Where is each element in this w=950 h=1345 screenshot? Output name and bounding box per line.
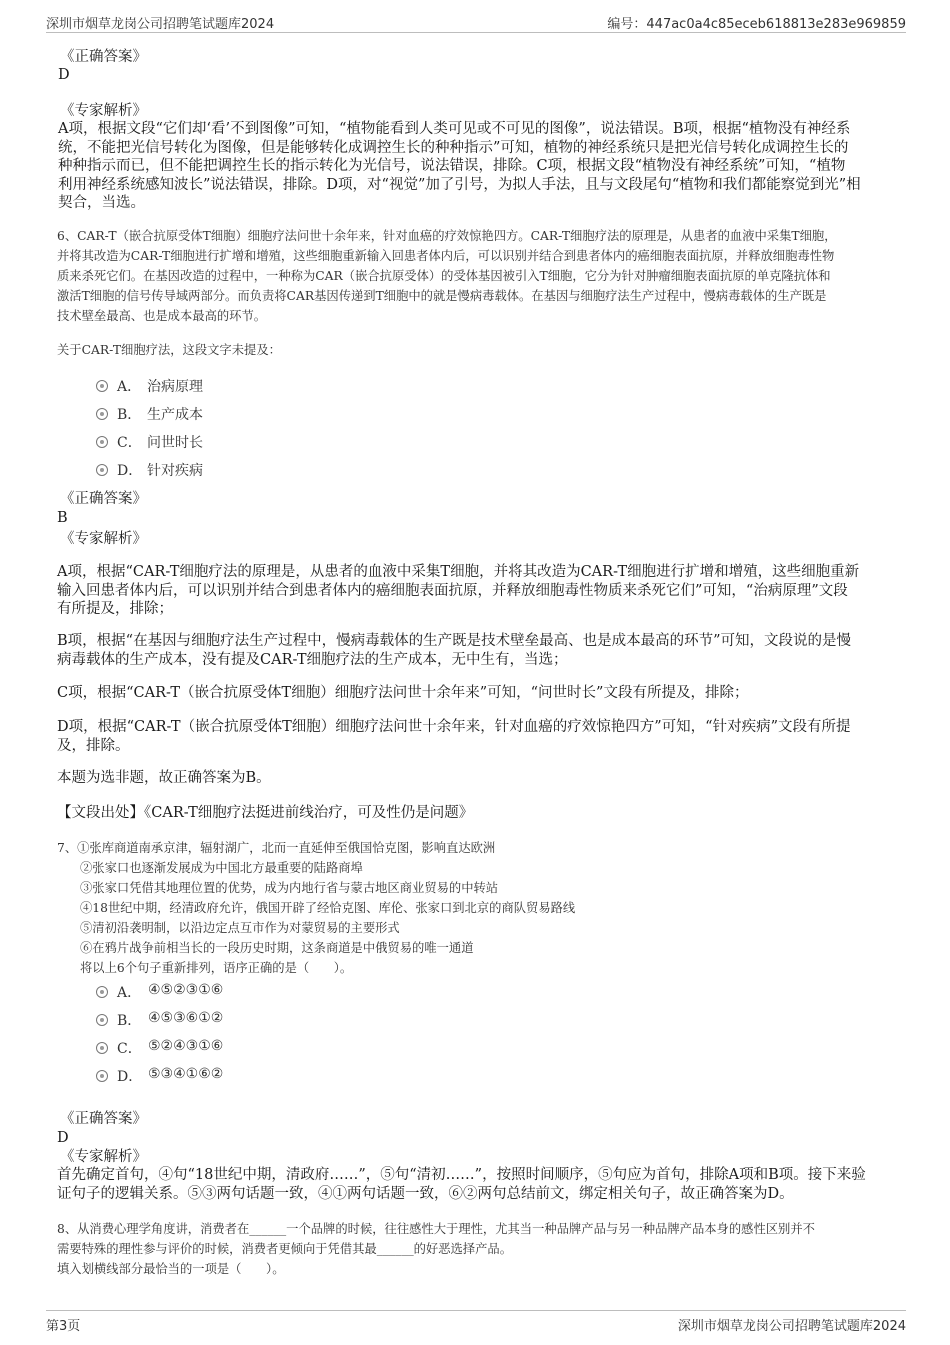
option-letter: B． <box>117 1013 142 1029</box>
q8-stem-line: 8、从消费心理学角度讲，消费者在______一个品牌的时候，往往感性大于理性，尤其当一种品牌产品与另一种品牌产品本身的感性区别并不 <box>57 1222 815 1236</box>
q6-stem-line: 激活T细胞的信号传导域两部分。而负责将CAR基因传递到T细胞中的就是慢病毒载体。在基因与细胞疗法生产过程中，慢病毒载体的生产既是 <box>57 289 827 303</box>
q8-stem-line: 填入划横线部分最恰当的一项是（ ）。 <box>57 1262 285 1276</box>
option-letter: C． <box>117 1041 142 1057</box>
q6-analysis-label: 《专家解析》 <box>60 531 147 547</box>
q7-stem-line: ⑤清初沿袭明制，以沿边定点互市作为对蒙贸易的主要形式 <box>80 921 400 935</box>
radio-icon[interactable] <box>96 1070 108 1082</box>
q6-source: 【文段出处】《CAR-T细胞疗法挺进前线治疗，可及性仍是问题》 <box>57 805 474 821</box>
q6-analysis-line: C项，根据“CAR-T（嵌合抗原受体T细胞）细胞疗法问世十余年来”可知，“问世时长”文段有所提及，排除； <box>57 685 749 701</box>
option-text: 生产成本 <box>147 407 203 423</box>
option-letter: C． <box>117 435 142 451</box>
q7-analysis-line: 首先确定首句，④句“18世纪中期，清政府……”，⑤句“清初……”，按照时间顺序，⑤句应为首句，排除A项和B项。接下来验 <box>57 1167 866 1183</box>
q7-analysis-line: 证句子的逻辑关系。⑤③两句话题一致，④①两句话题一致，⑥②两句总结前文，绑定相关句子，故正确答案为D。 <box>57 1185 794 1202</box>
analysis-line: 统，不能把光信号转化为图像，但是能够转化成调控生长的种种指示”可知，植物的神经系统只是把光信号转化成调控生长的 <box>58 139 849 156</box>
header-doc-id: 编号：447ac0a4c85eceb618813e283e969859 <box>607 17 906 32</box>
q6-analysis-line: D项，根据“CAR-T（嵌合抗原受体T细胞）细胞疗法问世十余年来，针对血癌的疗效惊艳四方”可知，“针对疾病”文段有所提 <box>57 719 851 735</box>
q8-stem-line: 需要特殊的理性参与评价的时候，消费者更倾向于凭借其最______的好恶选择产品。 <box>57 1242 512 1256</box>
q6-stem-line: 并将其改造为CAR-T细胞进行扩增和增殖，这些细胞重新输入回患者体内后，可以识别并结合到患者体内的癌细胞表面抗原，并释放细胞毒性物 <box>57 249 835 263</box>
radio-icon[interactable] <box>96 464 108 476</box>
q6-stem-line: 6、CAR-T（嵌合抗原受体T细胞）细胞疗法问世十余年来，针对血癌的疗效惊艳四方。CAR-T细胞疗法的原理是，从患者的血液中采集T细胞， <box>57 229 837 243</box>
radio-icon[interactable] <box>96 1042 108 1054</box>
q7-answer-value: D <box>57 1130 69 1146</box>
option-text: ④⑤③⑥①② <box>148 1010 224 1026</box>
q6-analysis-line: 及，排除。 <box>57 737 130 754</box>
q6-stem-line: 质来杀死它们。在基因改造的过程中，一种称为CAR（嵌合抗原受体）的受体基因被引入T细胞，它分为针对肿瘤细胞表面抗原的单克隆抗体和 <box>57 269 831 283</box>
page-footer <box>46 1310 906 1335</box>
q6-analysis-line: B项，根据“在基因与细胞疗法生产过程中，慢病毒载体的生产既是技术壁垒最高、也是成本最高的环节”可知，文段说的是慢 <box>57 633 851 649</box>
option-letter: D． <box>117 463 143 479</box>
q7-stem-line: ②张家口也逐渐发展成为中国北方最重要的陆路商埠 <box>80 861 363 875</box>
radio-icon[interactable] <box>96 408 108 420</box>
radio-icon[interactable] <box>96 380 108 392</box>
footer-title: 深圳市烟草龙岗公司招聘笔试题库2024 <box>677 1319 906 1334</box>
q6-analysis-line: A项，根据“CAR-T细胞疗法的原理是，从患者的血液中采集T细胞，并将其改造为CAR-T细胞进行扩增和增殖，这些细胞重新 <box>57 564 860 580</box>
q6-stem-line: 技术壁垒最高、也是成本最高的环节。 <box>57 309 267 323</box>
q7-stem-line: ④18世纪中期，经清政府允许，俄国开辟了经恰克图、库伦、张家口到北京的商队贸易路线 <box>80 901 576 915</box>
q6-analysis-line: 病毒载体的生产成本，没有提及CAR-T细胞疗法的生产成本，无中生有，当选； <box>57 651 568 668</box>
answer-value: D <box>58 67 70 83</box>
q7-analysis-label: 《专家解析》 <box>60 1149 147 1165</box>
option-letter: D． <box>117 1069 143 1085</box>
q6-answer-value: B <box>57 510 68 526</box>
analysis-label: 《专家解析》 <box>60 103 147 119</box>
option-letter: A． <box>117 985 142 1001</box>
answer-label: 《正确答案》 <box>60 49 147 65</box>
analysis-line: A项，根据文段“它们却‘看’不到图像”可知，“植物能看到人类可见或不可见的图像”，说法错误。B项，根据“植物没有神经系 <box>58 121 851 137</box>
option-letter: A． <box>117 379 142 395</box>
q6-conclusion: 本题为选非题，故正确答案为B。 <box>57 770 271 786</box>
q6-analysis-line: 有所提及，排除； <box>57 601 173 617</box>
q7-stem-line: ⑥在鸦片战争前相当长的一段历史时期，这条商道是中俄贸易的唯一通道 <box>80 941 474 955</box>
option-text: ④⑤②③①⑥ <box>148 982 224 998</box>
option-text: ⑤②④③①⑥ <box>148 1038 224 1054</box>
q6-analysis-line: 输入回患者体内后，可以识别并结合到患者体内的癌细胞表面抗原，并释放细胞毒性物质来杀死它们”可知，“治病原理”文段 <box>57 582 848 599</box>
page-header <box>46 10 906 33</box>
option-text: 治病原理 <box>147 379 203 395</box>
analysis-line: 契合，当选。 <box>58 195 145 211</box>
option-text: 问世时长 <box>147 435 203 451</box>
option-letter: B． <box>117 407 142 423</box>
q7-answer-label: 《正确答案》 <box>60 1111 147 1127</box>
analysis-line: 利用神经系统感知波长”说法错误，排除。D项，对“视觉”加了引号，为拟人手法，且与文段尾句“植物和我们都能察觉到光”相 <box>58 176 861 193</box>
q6-prompt: 关于CAR-T细胞疗法，这段文字未提及： <box>57 343 281 357</box>
q7-stem-line: 将以上6个句子重新排列，语序正确的是（ ）。 <box>80 961 353 975</box>
radio-icon[interactable] <box>96 986 108 998</box>
header-title: 深圳市烟草龙岗公司招聘笔试题库2024 <box>46 17 275 32</box>
radio-icon[interactable] <box>96 436 108 448</box>
option-text: ⑤③④①⑥② <box>148 1066 224 1082</box>
option-text: 针对疾病 <box>147 463 203 479</box>
analysis-line: 种种指示而已，但不能把调控生长的指示转化为光信号，说法错误，排除。C项，根据文段“植物没有神经系统”可知，“植物 <box>58 158 846 174</box>
page-number: 第3页 <box>46 1319 81 1334</box>
q6-answer-label: 《正确答案》 <box>60 491 147 507</box>
radio-icon[interactable] <box>96 1014 108 1026</box>
q7-stem-line: ③张家口凭借其地理位置的优势，成为内地行省与蒙古地区商业贸易的中转站 <box>80 881 499 895</box>
q7-stem-line: 7、①张库商道南承京津，辐射湖广，北而一直延伸至俄国恰克图，影响直达欧洲 <box>57 841 496 855</box>
